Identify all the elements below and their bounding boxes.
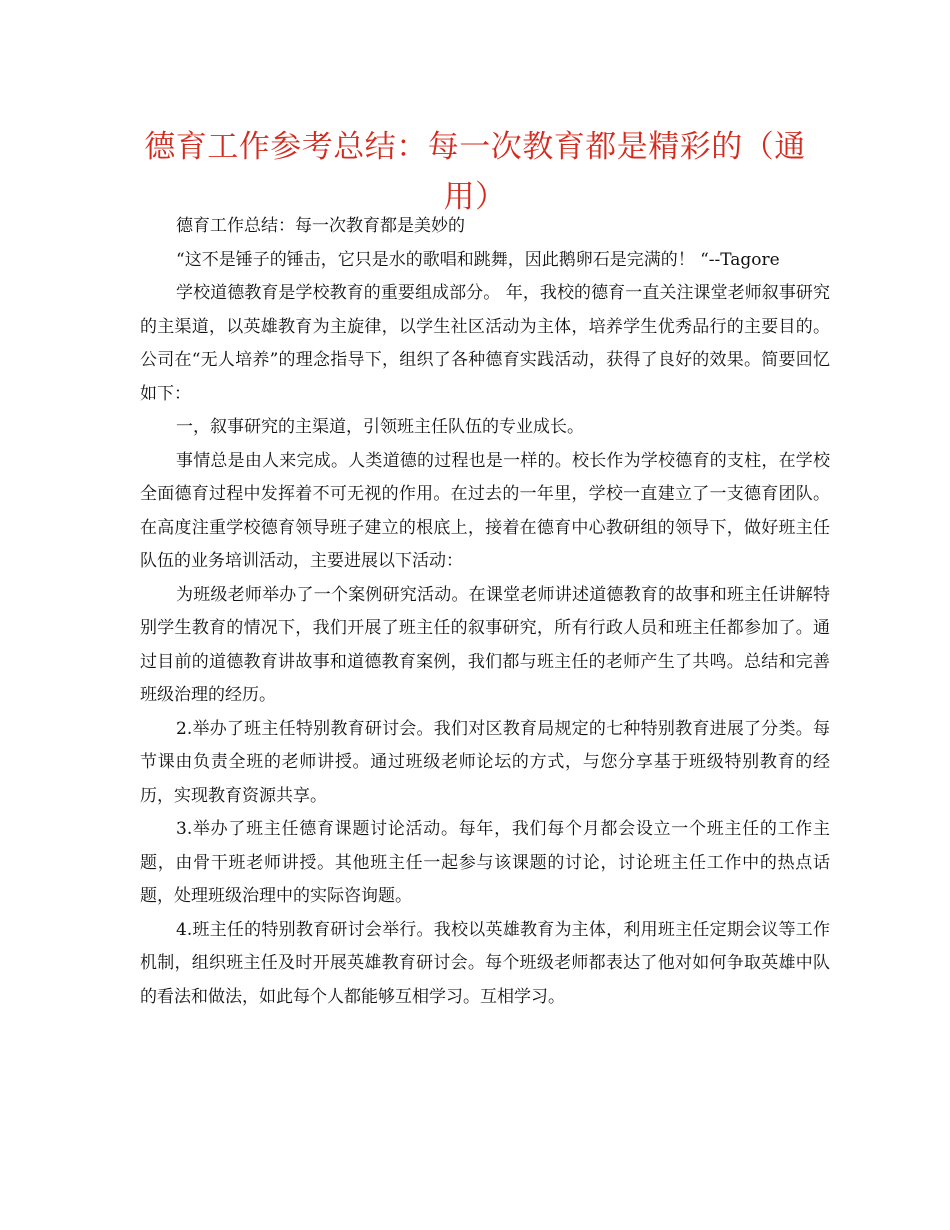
document-body	[140, 210, 830, 1014]
paragraph-subtitle: 德育工作总结：每一次教育都是美妙的	[176, 216, 465, 236]
paragraph-team-building: 事情总是由人来完成。人类道德的过程也是一样的。校长作为学校德育的支柱，在学校全面德育过程中发挥着不可无视的作用。在过去的一年里，学校一直建立了一支德育团队。在高度注重学校德育领导班子建立的根底上，接着在德育中心教研组的领导下，做好班主任队伍的业务培训活动，主要进展以下活动：	[140, 450, 830, 571]
paragraph-item-3: 3.举办了班主任德育课题讨论活动。每年，我们每个月都会设立一个班主任的工作主题，由骨干班老师讲授。其他班主任一起参与该课题的讨论，讨论班主任工作中的热点话题，处理班级治理中的实际咨询题。	[140, 819, 830, 906]
paragraph-intro: 学校道德教育是学校教育的重要组成部分。 年，我校的德育一直关注课堂老师叙事研究的主渠道，以英雄教育为主旋律，以学生社区活动为主体，培养学生优秀品行的主要目的。公司在“无人培养”的理念指导下，组织了各种德育实践活动，获得了良好的效果。简要回忆如下：	[140, 283, 830, 404]
paragraph-quote: “这不是锤子的锤击，它只是水的歌唱和跳舞，因此鹅卵石是完满的！ “--Tagore	[176, 249, 780, 270]
paragraph-case-study: 为班级老师举办了一个案例研究活动。在课堂老师讲述道德教育的故事和班主任讲解特别学生教育的情况下，我们开展了班主任的叙事研究，所有行政人员和班主任都参加了。通过目前的道德教育讲故事和道德教育案例，我们都与班主任的老师产生了共鸣。总结和完善班级治理的经历。	[140, 584, 830, 705]
paragraph-item-2: 2.举办了班主任特别教育研讨会。我们对区教育局规定的七种特别教育进展了分类。每节课由负责全班的老师讲授。通过班级老师论坛的方式，与您分享基于班级特别教育的经历，实现教育资源共享。	[140, 718, 830, 806]
paragraph-section-heading: 一，叙事研究的主渠道，引领班主任队伍的专业成长。	[176, 417, 584, 437]
paragraph-item-4: 4.班主任的特别教育研讨会举行。我校以英雄教育为主体，利用班主任定期会议等工作机制，组织班主任及时开展英雄教育研讨会。每个班级老师都表达了他对如何争取英雄中队的看法和做法，如此每个人都能够互相学习。互相学习。	[140, 919, 830, 1007]
page-title: 德育工作参考总结：每一次教育都是精彩的（通用）	[144, 129, 806, 215]
